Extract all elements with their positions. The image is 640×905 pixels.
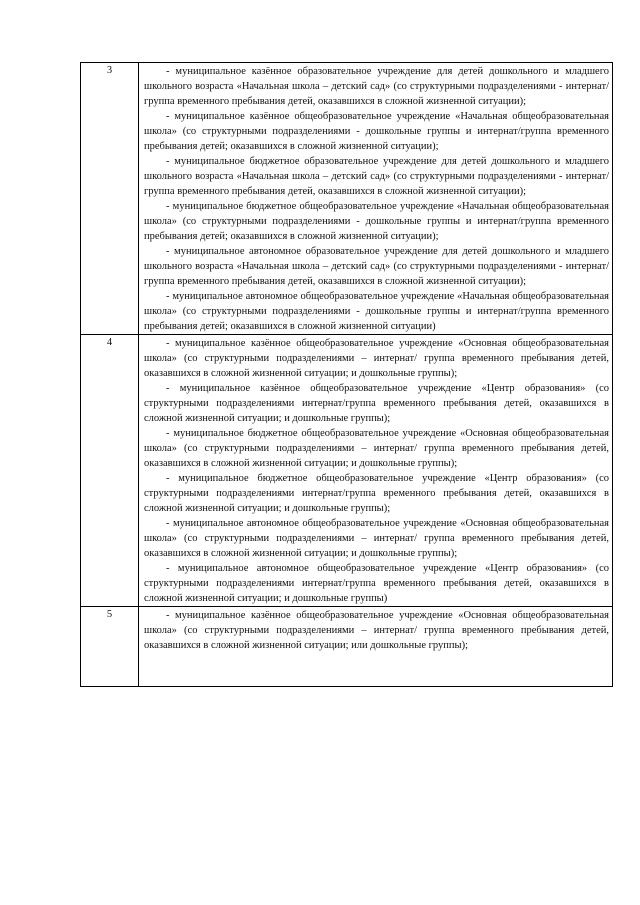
list-item: - муниципальное бюджетное общеобразовательное учреждение «Основная общеобразовательная школа» (со структурными подразделениями – интернат/ группа временного пребывания детей, оказавшихся в сложной жизненной ситуации; и дошкольные группы);	[144, 428, 609, 469]
table-row	[81, 607, 613, 687]
row-number: 4	[81, 335, 139, 607]
institutions-table	[80, 62, 613, 687]
row-number: 3	[81, 63, 139, 335]
row-text	[139, 607, 613, 687]
row-text	[139, 63, 613, 335]
list-item: - муниципальное казённое общеобразовательное учреждение «Основная общеобразовательная школа» (со структурными подразделениями – интернат/ группа временного пребывания детей, оказавшихся в сложной жизненной ситуации; и дошкольные группы);	[144, 338, 609, 379]
row-text	[139, 335, 613, 607]
list-item: - муниципальное автономное общеобразовательное учреждение «Начальная общеобразовательная школа» (со структурными подразделениями - дошкольные группы и интернат/группа временного пребывания детей; оказавшихся в сложной жизненной ситуации)	[144, 291, 609, 332]
list-item: - муниципальное бюджетное общеобразовательное учреждение «Центр образования» (со структурными подразделениями интернат/группа временного пребывания детей, оказавшихся в сложной жизненной ситуации; и дошкольные группы);	[144, 473, 609, 514]
list-item: - муниципальное бюджетное образовательное учреждение для детей дошкольного и младшего школьного возраста «Начальная школа – детский сад» (со структурными подразделениями - интернат/ группа временного пребывания детей, оказавшихся в сложной жизненной ситуации);	[144, 156, 609, 197]
list-item: - муниципальное бюджетное общеобразовательное учреждение «Начальная общеобразовательная школа» (со структурными подразделениями - дошкольные группы и интернат/группа временного пребывания детей; оказавшихся в сложной жизненной ситуации);	[144, 201, 609, 242]
list-item: - муниципальное казённое общеобразовательное учреждение «Начальная общеобразовательная школа» (со структурными подразделениями - дошкольные группы и интернат/группа временного пребывания детей; оказавшихся в сложной жизненной ситуации);	[144, 111, 609, 152]
list-item: - муниципальное казённое образовательное учреждение для детей дошкольного и младшего школьного возраста «Начальная школа – детский сад» (со структурными подразделениями - интернат/ группа временного пребывания детей, оказавшихся в сложной жизненной ситуации);	[144, 66, 609, 107]
row-number: 5	[81, 607, 139, 687]
list-item: - муниципальное казённое общеобразовательное учреждение «Основная общеобразовательная школа» (со структурными подразделениями – интернат/ группа временного пребывания детей, оказавшихся в сложной жизненной ситуации; или дошкольные группы);	[144, 610, 609, 651]
table-row	[81, 335, 613, 607]
list-item: - муниципальное казённое общеобразовательное учреждение «Центр образования» (со структурными подразделениями интернат/группа временного пребывания детей, оказавшихся в сложной жизненной ситуации; и дошкольные группы);	[144, 383, 609, 424]
list-item: - муниципальное автономное общеобразовательное учреждение «Основная общеобразовательная школа» (со структурными подразделениями – интернат/ группа временного пребывания детей, оказавшихся в сложной жизненной ситуации; и дошкольные группы);	[144, 518, 609, 559]
list-item: - муниципальное автономное общеобразовательное учреждение «Центр образования» (со структурными подразделениями интернат/группа временного пребывания детей, оказавшихся в сложной жизненной ситуации; и дошкольные группы)	[144, 563, 609, 604]
list-item: - муниципальное автономное образовательное учреждение для детей дошкольного и младшего школьного возраста «Начальная школа – детский сад» (со структурными подразделениями - интернат/ группа временного пребывания детей, оказавшихся в сложной жизненной ситуации);	[144, 246, 609, 287]
table-row	[81, 63, 613, 335]
